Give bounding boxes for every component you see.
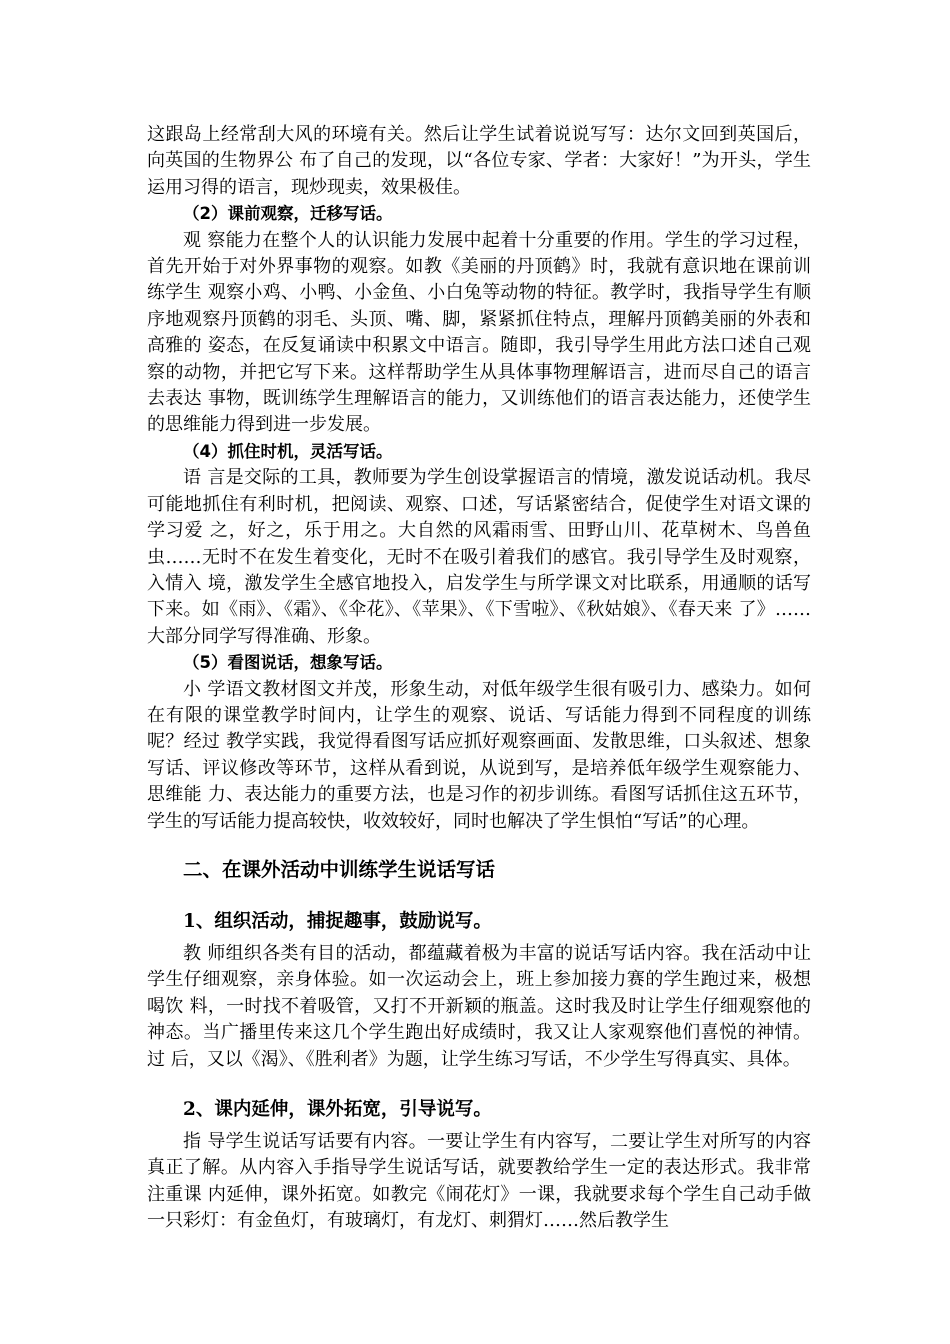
section-2-subheading-1: 1、组织活动，捕捉趣事，鼓励说写。 bbox=[183, 910, 492, 932]
section-2-heading: 二、在课外活动中训练学生说话写话 bbox=[183, 857, 496, 881]
paragraph-2: 观 察能力在整个人的认识能力发展中起着十分重要的作用。学生的学习过程，首先开始于对外界事物的观察。如教《美丽的丹顶鹤》时，我就有意识地在课前训练学生 观察小鸡、小鸭、小金鱼、小白兔等动物的特征。教学时，我指导学生有顺序地观察丹顶鹤的羽毛、头顶、嘴、脚，紧紧抓住特点，理解丹顶鹤美丽的外表和高雅的 姿态，在反复诵读中积累文中语言。随即，我引导学生用此方法口述自己观察的动物，并把它写下来。这样帮助学生从具体事物理解语言，进而尽自己的语言去表达 事物，既训练学生理解语言的能力，又训练他们的语言表达能力，还使学生的思维能力得到进一步发展。 bbox=[147, 229, 811, 436]
document-page bbox=[147, 122, 811, 1235]
paragraph-5: 小 学语文教材图文并茂，形象生动，对低年级学生很有吸引力、感染力。如何在有限的课堂教学时间内，让学生的观察、说话、写话能力得到不同程度的训练呢？经过 教学实践，我觉得看图写话应抓好观察画面、发散思维，口头叙述、想象写话、评议修改等环节，这样从看到说，从说到写，是培养低年级学生观察能力、思维能 力、表达能力的重要方法，也是习作的初步训练。看图写话抓住这五环节，学生的写话能力提高较快，收效较好，同时也解决了学生惧怕“写话”的心理。 bbox=[147, 678, 811, 832]
section-2-paragraph-2: 指 导学生说话写话要有内容。一要让学生有内容写，二要让学生对所写的内容真正了解。从内容入手指导学生说话写话，就要教给学生一定的表达形式。我非常注重课 内延伸，课外拓宽。如教完《闹花灯》一课，我就要求每个学生自己动手做一只彩灯：有金鱼灯，有玻璃灯，有龙灯、刺猬灯……然后教学生 bbox=[147, 1131, 811, 1232]
paragraph-4: 语 言是交际的工具，教师要为学生创设掌握语言的情境，激发说话动机。我尽可能地抓住有利时机，把阅读、观察、口述，写话紧密结合，促使学生对语文课的学习爱 之，好之，乐于用之。大自然的风霜雨雪、田野山川、花草树木、鸟兽鱼虫……无时不在发生着变化，无时不在吸引着我们的感官。我引导学生及时观察，入情入 境，激发学生全感官地投入，启发学生与所学课文对比联系，用通顺的话写下来。如《雨》、《霜》、《伞花》、《苹果》、《下雪啦》、《秋姑娘》、《春天来 了》……大部分同学写得准确、形象。 bbox=[147, 467, 811, 647]
subheading-5: （5）看图说话，想象写话。 bbox=[183, 653, 393, 673]
section-2-paragraph-1: 教 师组织各类有目的活动，都蕴藏着极为丰富的说话写话内容。我在活动中让学生仔细观察，亲身体验。如一次运动会上，班上参加接力赛的学生跑过来，极想喝饮 料，一时找不着吸管，又打不开新颖的瓶盖。这时我及时让学生仔细观察他的神态。当广播里传来这几个学生跑出好成绩时，我又让人家观察他们喜悦的神情。过 后，又以《渴》、《胜利者》为题，让学生练习写话，不少学生写得真实、具体。 bbox=[147, 942, 811, 1070]
section-2-subheading-2: 2、课内延伸，课外拓宽，引导说写。 bbox=[183, 1099, 492, 1120]
paragraph-intro: 这跟岛上经常刮大风的环境有关。然后让学生试着说说写写：达尔文回到英国后，向英国的生物界公 布了自己的发现，以“各位专家、学者：大家好！”为开头，学生运用习得的语言，现炒现卖，效果极佳。 bbox=[147, 124, 811, 198]
subheading-2: （2）课前观察，迁移写话。 bbox=[183, 204, 393, 224]
subheading-4: （4）抓住时机，灵活写话。 bbox=[183, 441, 393, 461]
